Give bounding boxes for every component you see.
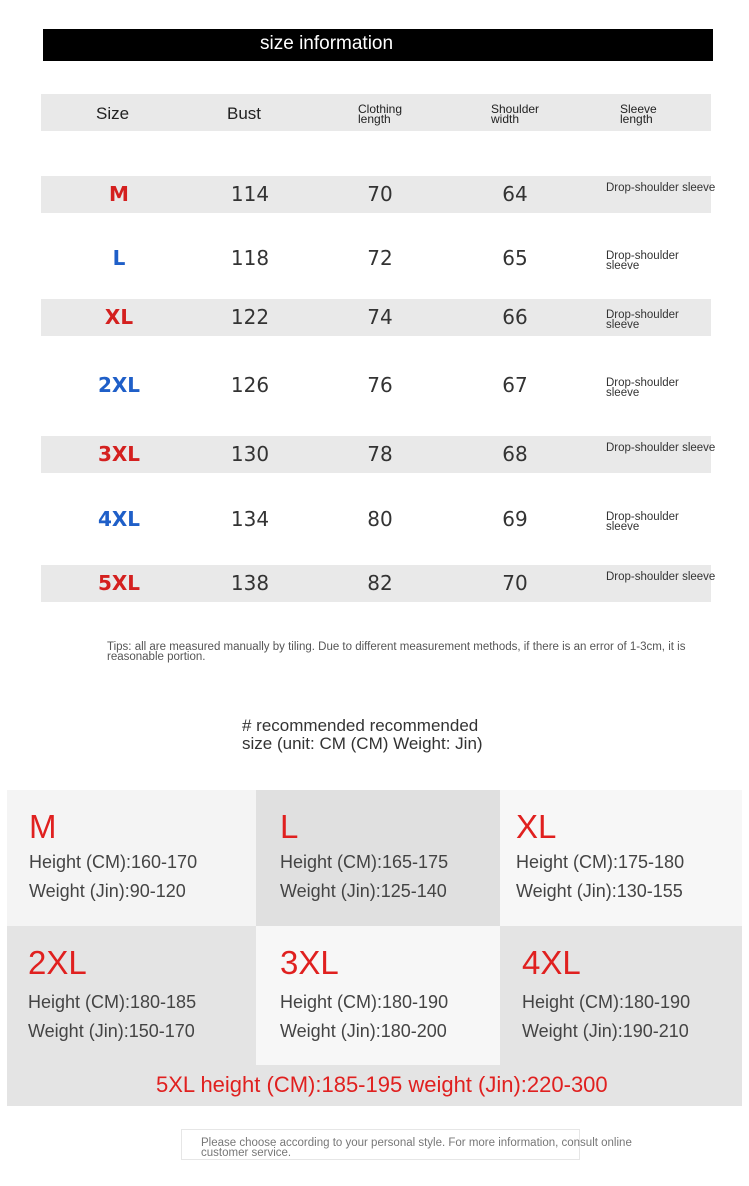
row-size: 5XL: [97, 571, 141, 595]
row-size: M: [109, 182, 129, 206]
recommend-card: [256, 790, 500, 926]
table-row: [41, 367, 711, 404]
footer-note-box: [181, 1129, 632, 1160]
recommend-card: [256, 926, 500, 1065]
recommend-5xl-text: 5XL height (CM):185-195 weight (Jin):220-300: [156, 1072, 608, 1097]
recommend-size: M: [29, 808, 57, 845]
recommend-card: [500, 926, 742, 1065]
recommend-height: Height (CM):160-170: [29, 852, 198, 872]
row-shoulder: 67: [502, 373, 528, 397]
recommend-heading-line2: size (unit: CM (CM) Weight: Jin): [242, 734, 483, 753]
measurement-tips: [107, 642, 722, 662]
row-size: XL: [104, 305, 134, 329]
footer-note: [201, 1138, 671, 1158]
title-bar: [43, 29, 713, 61]
row-bust: 118: [230, 246, 270, 270]
row-sleeve: [606, 378, 726, 398]
tips-line1: Tips: all are measured manually by tiling. Due to different measurement methods, if there is an error of 1-3cm, it is: [107, 641, 686, 653]
table-row: [41, 501, 711, 538]
row-length: 72: [367, 246, 393, 270]
row-length: 74: [367, 305, 393, 329]
row-shoulder: 70: [502, 571, 528, 595]
row-sleeve: [606, 183, 726, 193]
recommend-weight: Weight (Jin):180-200: [280, 1021, 447, 1041]
row-sleeve: [606, 251, 726, 271]
recommend-size: L: [280, 808, 299, 845]
table-row: [41, 436, 716, 473]
recommend-5xl-band: [7, 1065, 742, 1106]
tips-line2: reasonable portion.: [107, 651, 206, 663]
row-length: 80: [367, 507, 393, 531]
footer-line1: Please choose according to your personal style. For more information, consult online: [201, 1137, 632, 1149]
recommend-height: Height (CM):175-180: [516, 852, 685, 872]
table-row: [41, 176, 716, 213]
recommend-card: [7, 926, 256, 1065]
row-size: 4XL: [97, 507, 141, 531]
table-header-row: [41, 94, 711, 131]
recommend-weight: Weight (Jin):125-140: [280, 881, 447, 901]
header-clothing-length: [358, 104, 448, 124]
table-row: [41, 299, 711, 336]
header-sleeve-length: [620, 104, 710, 124]
recommend-height: Height (CM):180-190: [522, 992, 691, 1012]
row-sleeve-line: Drop-shoulder: [606, 511, 679, 523]
table-row: [41, 240, 711, 277]
row-sleeve-line: Drop-shoulder: [606, 309, 679, 321]
recommend-heading: [242, 717, 542, 753]
row-length: 78: [367, 442, 393, 466]
row-shoulder: 68: [502, 442, 528, 466]
recommend-height: Height (CM):180-190: [280, 992, 449, 1012]
header-clothing-length-line1: Clothing: [358, 102, 403, 116]
header-shoulder-width-line2: width: [491, 112, 520, 126]
row-sleeve: [606, 443, 726, 453]
row-bust: 138: [230, 571, 270, 595]
recommend-size: XL: [516, 808, 557, 845]
row-sleeve: [606, 310, 726, 330]
recommend-heading-line1: # recommended recommended: [242, 716, 479, 735]
row-bust: 114: [230, 182, 270, 206]
row-sleeve-line: Drop-shoulder sleeve: [606, 571, 716, 583]
row-sleeve-line: sleeve: [606, 260, 640, 272]
row-sleeve-line: Drop-shoulder: [606, 250, 679, 262]
row-bust: 130: [230, 442, 270, 466]
row-sleeve-line: sleeve: [606, 319, 640, 331]
row-sleeve-line: Drop-shoulder sleeve: [606, 442, 716, 454]
row-sleeve: [606, 512, 726, 532]
row-sleeve-line: sleeve: [606, 387, 640, 399]
recommend-card: [7, 790, 256, 926]
row-sleeve: [606, 572, 726, 582]
header-shoulder-width: [491, 104, 581, 124]
row-size: 2XL: [97, 373, 141, 397]
row-shoulder: 66: [502, 305, 528, 329]
row-sleeve-line: sleeve: [606, 521, 640, 533]
row-bust: 126: [230, 373, 270, 397]
row-length: 70: [367, 182, 393, 206]
recommend-height: Height (CM):180-185: [28, 992, 197, 1012]
header-sleeve-length-line2: length: [620, 112, 653, 126]
recommend-size: 4XL: [522, 944, 581, 981]
row-bust: 122: [230, 305, 270, 329]
row-sleeve-line: Drop-shoulder sleeve: [606, 182, 716, 194]
row-shoulder: 64: [502, 182, 528, 206]
recommend-weight: Weight (Jin):130-155: [516, 881, 683, 901]
row-sleeve-line: Drop-shoulder: [606, 377, 679, 389]
row-size: L: [112, 246, 126, 270]
recommend-weight: Weight (Jin):90-120: [29, 881, 186, 901]
header-sleeve-length-line1: Sleeve: [620, 102, 657, 116]
row-length: 82: [367, 571, 393, 595]
header-shoulder-width-line1: Shoulder: [491, 102, 540, 116]
header-bust: Bust: [227, 104, 262, 123]
recommend-card: [500, 790, 742, 926]
recommend-height: Height (CM):165-175: [280, 852, 449, 872]
row-shoulder: 65: [502, 246, 528, 270]
row-length: 76: [367, 373, 393, 397]
row-shoulder: 69: [502, 507, 528, 531]
footer-line2: customer service.: [201, 1147, 292, 1159]
row-bust: 134: [230, 507, 270, 531]
recommend-weight: Weight (Jin):190-210: [522, 1021, 689, 1041]
recommend-size: 2XL: [28, 944, 87, 981]
recommend-weight: Weight (Jin):150-170: [28, 1021, 195, 1041]
recommend-size: 3XL: [280, 944, 339, 981]
table-row: [41, 565, 716, 602]
header-size: Size: [96, 104, 130, 123]
row-size: 3XL: [97, 442, 141, 466]
header-clothing-length-line2: length: [358, 112, 391, 126]
page-title: size information: [260, 33, 394, 54]
